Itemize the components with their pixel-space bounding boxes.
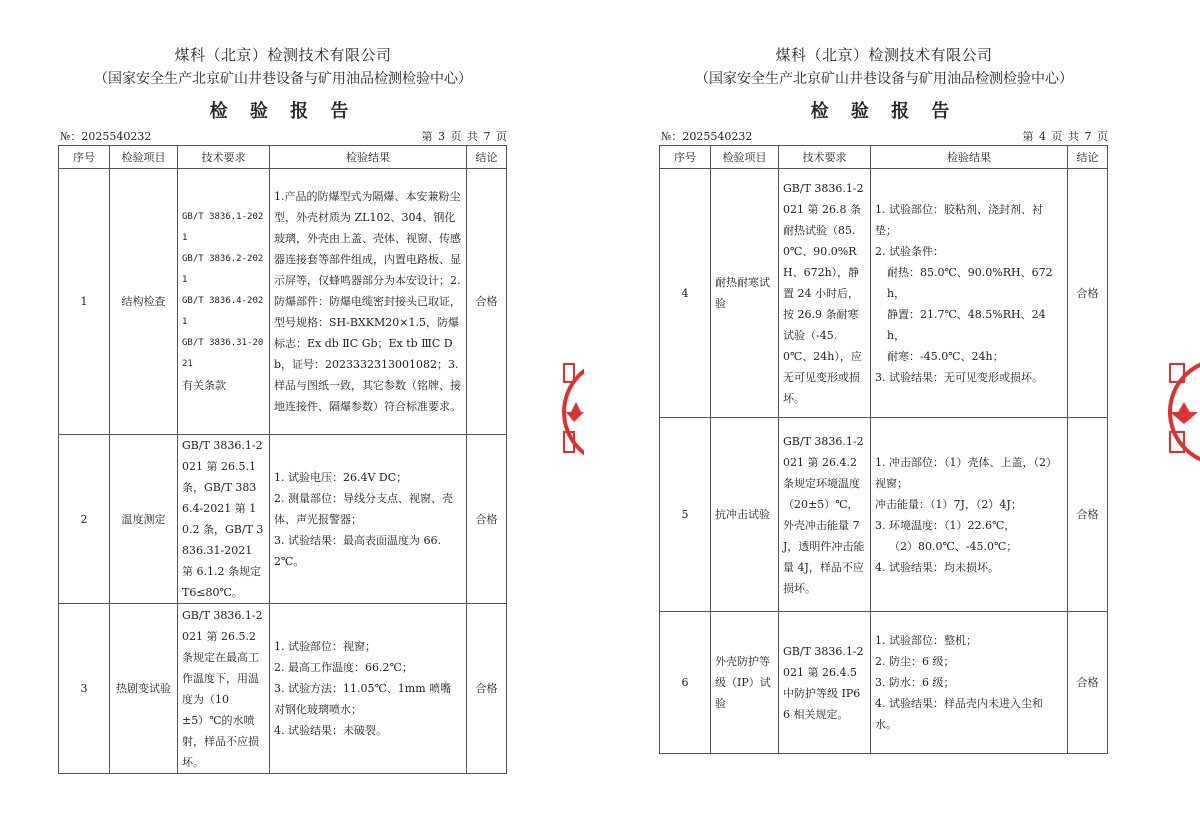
row-conclusion: 合格 [1068, 169, 1108, 418]
result-line: 静置：21.7℃、48.5%RH、24h， [887, 307, 1046, 342]
page-label: 第 3 页 共 7 页 [421, 130, 508, 143]
col-header-item: 检验项目 [110, 146, 178, 169]
result-line: 1. 试验部位：视窗； [274, 640, 376, 653]
row-no: 3 [59, 604, 110, 774]
result-line: 2. 试验条件： [875, 244, 944, 258]
std-line: GB/T 3836.31-2021 [182, 338, 264, 369]
result-line: 2. 最高工作温度：66.2℃； [274, 661, 413, 674]
row-item: 外壳防护等级（IP）试验 [711, 612, 779, 754]
result-line: 冲击能量：（1）7J，（2）4J； [875, 497, 1022, 511]
row-no: 1 [59, 169, 110, 435]
result-line: 3. 环境温度：（1）22.6℃， [875, 518, 1016, 532]
row-no: 4 [660, 169, 711, 418]
row-requirement: GB/T 3836.1-2021 第 26.4.2 条规定环境温度（20±5）℃，外壳冲击能量 7J，透明件冲击能量 4J，样品不应损坏。 [779, 418, 871, 612]
row-no: 2 [59, 435, 110, 604]
inspection-table [659, 145, 1108, 754]
row-item: 热剧变试验 [110, 604, 178, 774]
table-row [59, 435, 507, 604]
result-line: 4. 试验结果：未破裂。 [274, 724, 387, 737]
table-header-row [660, 146, 1108, 169]
row-conclusion: 合格 [1068, 612, 1108, 754]
table-header-row [59, 146, 507, 169]
table-row [59, 169, 507, 435]
result-line: 1. 冲击部位：（1）壳体、上盖，（2）视窗； [875, 455, 1057, 490]
table-row [660, 169, 1108, 418]
std-line: GB/T 3836.2-2021 [182, 254, 264, 285]
std-tail: 有关条款 [182, 379, 226, 392]
col-header-no: 序号 [59, 146, 110, 169]
center-name: （国家安全生产北京矿山井巷设备与矿用油品检测检验中心） [695, 71, 1073, 87]
row-requirement: GB/T 3836.1-2021 第 26.4.5 中防护等级 IP66 相关规定。 [779, 612, 871, 754]
row-requirement: GB/T 3836.1-2021 第 26.8 条耐热试验（85.0℃、90.0%RH、672h），静置 24 小时后，按 26.9 条耐寒试验（-45.0℃、24h），应无可见变形或损坏。 [779, 169, 871, 418]
result-line: 3. 试验结果：无可见变形或损坏。 [875, 370, 1043, 384]
report-title: 检 验 报 告 [209, 101, 357, 122]
row-result [871, 612, 1068, 754]
row-item: 抗冲击试验 [711, 418, 779, 612]
result-line: 3. 防水：6 级； [875, 676, 955, 689]
table-row [59, 604, 507, 774]
result-line: 1. 试验电压：26.4V DC； [274, 470, 408, 484]
report-number: №：2025540232 [661, 130, 753, 143]
result-line: 2. 防尘：6 级； [875, 655, 955, 668]
std-line: GB/T 3836.1-2021 [182, 212, 264, 243]
row-conclusion: 合格 [467, 435, 507, 604]
result-line: 耐寒：-45.0℃、24h； [887, 349, 1004, 363]
org-name: 煤科（北京）检测技术有限公司 [174, 46, 392, 64]
result-line: 1. 试验部位：整机； [875, 634, 977, 647]
report-number: №：2025540232 [60, 130, 152, 143]
col-header-conclusion: 结论 [1068, 146, 1108, 169]
col-header-no: 序号 [660, 146, 711, 169]
seal-stamp-icon [560, 352, 584, 472]
result-line: （2）80.0℃、-45.0℃； [889, 539, 1018, 553]
std-line: GB/T 3836.4-2021 [182, 296, 264, 327]
result-line: 4. 试验结果：均未损坏。 [875, 560, 999, 574]
result-line: 耐热：85.0℃、90.0%RH、672h， [887, 265, 1053, 300]
page-label: 第 4 页 共 7 页 [1022, 130, 1109, 143]
table-row [660, 418, 1108, 612]
table-row [660, 612, 1108, 754]
row-conclusion: 合格 [1068, 418, 1108, 612]
org-name: 煤科（北京）检测技术有限公司 [775, 46, 993, 64]
result-line: 4. 试验结果：样品壳内未进入尘和水。 [875, 697, 1043, 731]
row-result [270, 435, 467, 604]
row-conclusion: 合格 [467, 604, 507, 774]
col-header-item: 检验项目 [711, 146, 779, 169]
col-header-conclusion: 结论 [467, 146, 507, 169]
row-requirement: GB/T 3836.1-2021 第 26.5.2 条规定在最高工作温度下，用温度为（10±5）℃的水喷射，样品不应损坏。 [178, 604, 270, 774]
inspection-table [58, 145, 507, 774]
row-result [871, 169, 1068, 418]
result-line: 3. 试验结果：最高表面温度为 66.2℃。 [274, 533, 441, 568]
result-line: 3. 试验方法：11.05℃、1mm 喷嘴对钢化玻璃喷水； [274, 682, 452, 716]
seal-stamp-icon [1162, 352, 1200, 472]
row-item: 耐热耐寒试验 [711, 169, 779, 418]
col-header-requirement: 技术要求 [178, 146, 270, 169]
row-result: 1.产品的防爆型式为隔爆、本安兼粉尘型，外壳材质为 ZL102、304、钢化玻璃，外壳由上盖、壳体、视窗、传感器连接套等部件组成，内置电路板、显示屏等，仅蜂鸣器部分为本安设计；2.防爆部件：防爆电缆密封接头已取证，型号规格：SH-BXKM20×1.5，防爆标志：Ex db ⅡC Gb；Ex tb ⅢC Db，证号：2023332313001082；3.样品与图纸一致，其它参数（铭牌、接地连接件、隔爆参数）符合标准要求。 [270, 169, 467, 435]
report-title: 检 验 报 告 [810, 101, 958, 122]
col-header-result: 检验结果 [270, 146, 467, 169]
row-no: 6 [660, 612, 711, 754]
row-result [871, 418, 1068, 612]
center-name: （国家安全生产北京矿山井巷设备与矿用油品检测检验中心） [94, 71, 472, 87]
result-line: 2. 测量部位：导线分支点、视窗、壳体、声光报警器； [274, 491, 453, 526]
row-item: 温度测定 [110, 435, 178, 604]
row-item: 结构检查 [110, 169, 178, 435]
result-line: 1. 试验部位：胶粘剂、浇封剂、衬垫； [875, 202, 1043, 237]
row-conclusion: 合格 [467, 169, 507, 435]
col-header-result: 检验结果 [871, 146, 1068, 169]
row-result [270, 604, 467, 774]
row-no: 5 [660, 418, 711, 612]
col-header-requirement: 技术要求 [779, 146, 871, 169]
row-requirement [178, 169, 270, 435]
row-requirement: GB/T 3836.1-2021 第 26.5.1 条，GB/T 3836.4-2021 第 10.2 条，GB/T 3836.31-2021 第 6.1.2 条规定 T6≤80℃。 [178, 435, 270, 604]
